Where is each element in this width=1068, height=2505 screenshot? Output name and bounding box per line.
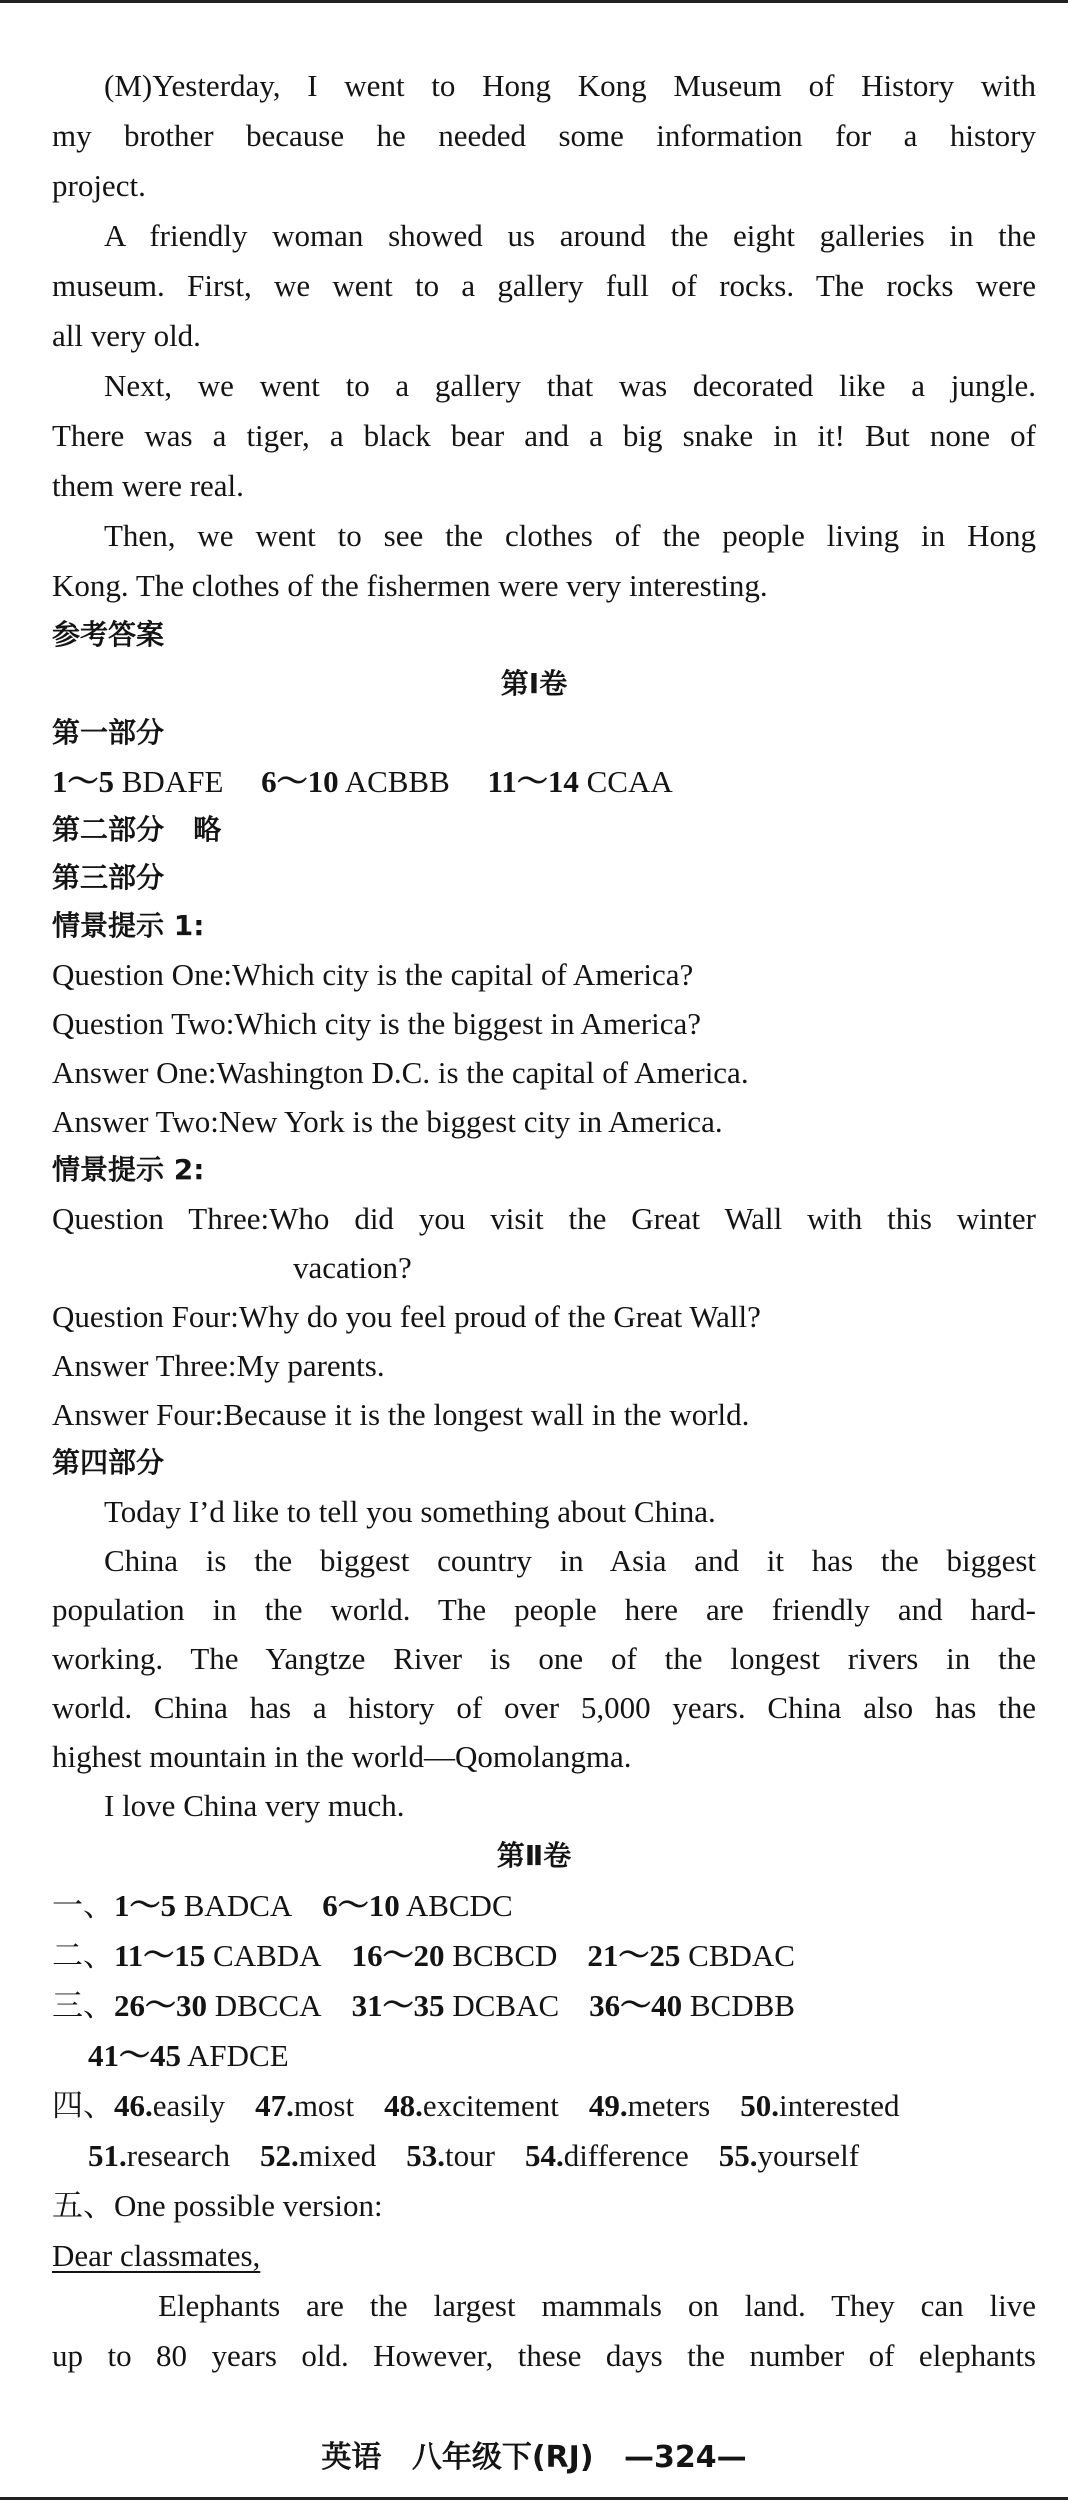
page-number: —324— xyxy=(623,2440,747,2475)
passage-line: them were real. xyxy=(52,468,244,503)
qa-line: Question Two:Which city is the biggest in America? xyxy=(52,1006,701,1041)
passage-line: project. xyxy=(52,168,146,203)
word-answer: 50.interested xyxy=(740,2088,900,2123)
qa-line: Question Three:Who did you visit the Great Wall with this winter xyxy=(52,1201,1036,1236)
answer-group: 6～10 ABCDC xyxy=(322,1888,513,1923)
part-4-title: 第四部分 xyxy=(52,1446,165,1479)
passage-line: There was a tiger, a black bear and a big snake in it! But none of xyxy=(52,418,1036,453)
letter-line: up to 80 years old. However, these days the number of elephants xyxy=(52,2338,1036,2373)
section-3-answers: 三、26～30 DBCCA 31～35 DCBAC 36～40 BCDBB xyxy=(52,1986,1036,2026)
letter-line: Elephants are the largest mammals on land. They can live xyxy=(158,2288,1036,2323)
essay-line: working. The Yangtze River is one of the longest rivers in the xyxy=(52,1641,1036,1676)
passage-line: Then, we went to see the clothes of the people living in Hong xyxy=(104,518,1036,553)
passage-line: all very old. xyxy=(52,318,201,353)
section-4-answers: 四、46.easily 47.most 48.excitement 49.meters 50.interested xyxy=(52,2086,1036,2126)
passage-line: (M)Yesterday, I went to Hong Kong Museum of History with xyxy=(104,68,1036,103)
word-answer: 48.excitement xyxy=(384,2088,559,2123)
essay-line: Today I’d like to tell you something about China. xyxy=(104,1494,716,1529)
essay-line: highest mountain in the world—Qomolangma. xyxy=(52,1739,632,1774)
qa-line: Answer Three:My parents. xyxy=(52,1348,385,1383)
answer-group: 16～20 BCBCD xyxy=(351,1938,558,1973)
word-answer: 52.mixed xyxy=(260,2138,377,2173)
answer-group: 6～10 ACBBB xyxy=(261,764,450,799)
section-5-intro: 五、One possible version: xyxy=(52,2188,383,2223)
page-footer xyxy=(0,2432,1068,2476)
answer-group: 41～45 AFDCE xyxy=(88,2038,289,2073)
letter-greeting: Dear classmates, xyxy=(52,2238,261,2273)
part-1-title: 第一部分 xyxy=(52,716,165,749)
scenario-hint-2: 情景提示 2: xyxy=(52,1153,205,1186)
answer-group: 31～35 DCBAC xyxy=(351,1988,560,2023)
answers-title: 参考答案 xyxy=(52,618,165,651)
word-answer: 51.research xyxy=(88,2138,230,2173)
qa-line: Answer Two:New York is the biggest city in America. xyxy=(52,1104,723,1139)
part-3-title: 第三部分 xyxy=(52,861,165,894)
answer-group: 11～15 CABDA xyxy=(114,1938,322,1973)
answer-group: 26～30 DBCCA xyxy=(114,1988,322,2023)
word-answer: 55.yourself xyxy=(718,2138,860,2173)
word-answer: 49.meters xyxy=(588,2088,711,2123)
word-answer: 53.tour xyxy=(406,2138,495,2173)
essay-line: population in the world. The people here are friendly and hard- xyxy=(52,1592,1036,1627)
qa-line-continued: vacation? xyxy=(293,1250,412,1285)
answer-group: 21～25 CBDAC xyxy=(587,1938,795,1973)
passage-line: Next, we went to a gallery that was decorated like a jungle. xyxy=(104,368,1036,403)
word-answer: 46.easily xyxy=(114,2088,226,2123)
section-1-answers: 一、1～5 BADCA 6～10 ABCDC xyxy=(52,1886,1036,1926)
bottom-rule xyxy=(0,2497,1068,2500)
volume-2-title: 第Ⅱ卷 xyxy=(496,1839,572,1872)
footer-subject: 英语 xyxy=(321,2440,382,2475)
answer-group: 36～40 BCDBB xyxy=(589,1988,795,2023)
part-2-title: 第二部分 略 xyxy=(52,813,222,846)
qa-line: Answer Four:Because it is the longest wall in the world. xyxy=(52,1397,750,1432)
passage-line: Kong. The clothes of the fishermen were very interesting. xyxy=(52,568,768,603)
footer-grade: 八年级下(RJ) xyxy=(411,2440,594,2475)
passage-line: A friendly woman showed us around the eight galleries in the xyxy=(104,218,1036,253)
part-2-note: 略 xyxy=(193,813,222,846)
qa-line: Question Four:Why do you feel proud of the Great Wall? xyxy=(52,1299,761,1334)
answer-group: 1～5 BDAFE xyxy=(52,764,224,799)
essay-line: I love China very much. xyxy=(104,1788,405,1823)
section-3-answers-continued xyxy=(88,2036,1036,2076)
part-1-answers xyxy=(52,762,1036,802)
word-answer: 47.most xyxy=(255,2088,355,2123)
qa-line: Answer One:Washington D.C. is the capital of America. xyxy=(52,1055,749,1090)
answer-group: 11～14 CCAA xyxy=(487,764,673,799)
passage-line: my brother because he needed some information for a history xyxy=(52,118,1036,153)
qa-line: Question One:Which city is the capital of America? xyxy=(52,957,694,992)
essay-line: world. China has a history of over 5,000 years. China also has the xyxy=(52,1690,1036,1725)
word-answer: 54.difference xyxy=(524,2138,689,2173)
scenario-hint-1: 情景提示 1: xyxy=(52,909,205,942)
top-rule xyxy=(0,0,1068,3)
section-2-answers: 二、11～15 CABDA 16～20 BCBCD 21～25 CBDAC xyxy=(52,1936,1036,1976)
essay-line: China is the biggest country in Asia and it has the biggest xyxy=(104,1543,1036,1578)
answer-group: 1～5 BADCA xyxy=(114,1888,293,1923)
passage-line: museum. First, we went to a gallery full of rocks. The rocks were xyxy=(52,268,1036,303)
section-4-answers-continued xyxy=(88,2136,1036,2176)
volume-1-title: 第Ⅰ卷 xyxy=(500,667,568,700)
